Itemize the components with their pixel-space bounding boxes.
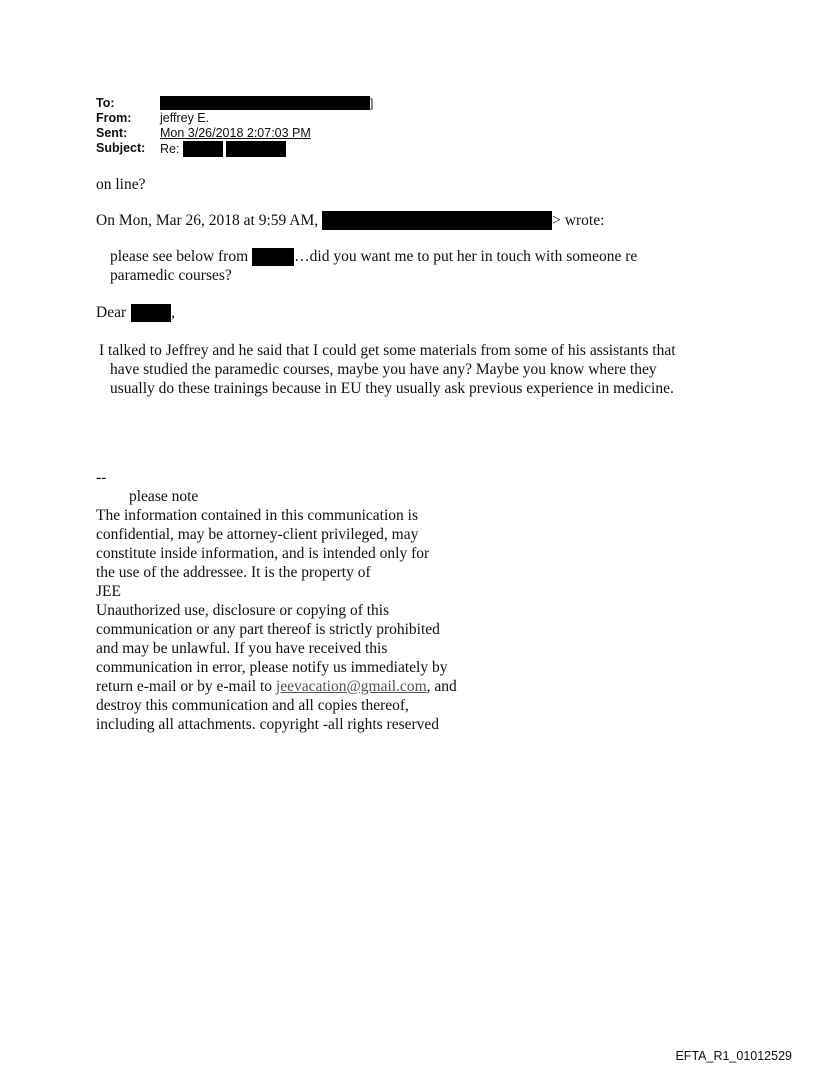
sent-label: Sent: bbox=[96, 126, 128, 140]
reply-text: on line? bbox=[96, 176, 146, 193]
disclaimer-line: Unauthorized use, disclosure or copying of this bbox=[96, 602, 390, 619]
sent-row bbox=[96, 126, 373, 141]
signature-block bbox=[96, 468, 496, 734]
disclaimer-line: destroy this communication and all copies thereof, bbox=[96, 697, 409, 714]
to-row bbox=[96, 96, 373, 111]
document-id: EFTA_R1_01012529 bbox=[675, 1049, 792, 1063]
message-line: I talked to Jeffrey and he said that I could get some materials from some of his assistants that bbox=[99, 342, 676, 359]
greeting-prefix: Dear bbox=[96, 304, 127, 321]
subject-row bbox=[96, 141, 373, 156]
from-row bbox=[96, 111, 373, 126]
forward-line1-suffix: …did you want me to put her in touch with someone re bbox=[294, 248, 638, 265]
disclaimer-line: the use of the addressee. It is the property of bbox=[96, 564, 371, 581]
forward-text bbox=[110, 247, 637, 285]
to-label: To: bbox=[96, 96, 115, 110]
redaction-box bbox=[322, 211, 552, 230]
email-line-prefix: return e-mail or by e-mail to bbox=[96, 678, 273, 695]
disclaimer-email-line bbox=[96, 677, 496, 696]
redaction-box bbox=[183, 141, 223, 157]
disclaimer-line: communication or any part thereof is strictly prohibited bbox=[96, 621, 440, 638]
quote-intro-prefix: On Mon, Mar 26, 2018 at 9:59 AM, bbox=[96, 212, 319, 229]
quote-intro-suffix: > wrote: bbox=[552, 212, 605, 229]
redaction-box bbox=[160, 96, 370, 110]
email-link[interactable]: jeevacation@gmail.com bbox=[275, 678, 427, 695]
disclaimer-line: confidential, may be attorney-client privileged, may bbox=[96, 526, 419, 543]
message-line: usually do these trainings because in EU they usually ask previous experience in medicine. bbox=[110, 380, 674, 397]
disclaimer-line: communication in error, please notify us immediately by bbox=[96, 659, 448, 676]
sent-value: Mon 3/26/2018 2:07:03 PM bbox=[160, 126, 311, 140]
from-value: jeffrey E. bbox=[160, 111, 210, 125]
redaction-box bbox=[226, 141, 286, 157]
disclaimer-line: constitute inside information, and is intended only for bbox=[96, 545, 430, 562]
subject-value bbox=[160, 141, 286, 157]
message-body bbox=[99, 341, 676, 398]
subject-label: Subject: bbox=[96, 141, 146, 155]
redaction-box bbox=[252, 248, 294, 266]
disclaimer-line: JEE bbox=[96, 583, 121, 600]
forward-line1-prefix: please see below from bbox=[110, 248, 249, 265]
email-header bbox=[96, 96, 373, 156]
email-line-suffix: , and bbox=[426, 678, 457, 695]
greeting bbox=[96, 303, 175, 322]
disclaimer-line: and may be unlawful. If you have received this bbox=[96, 640, 388, 657]
to-value: ] bbox=[160, 96, 373, 110]
disclaimer-line: including all attachments. copyright -all rights reserved bbox=[96, 716, 440, 733]
disclaimer-line: The information contained in this communication is bbox=[96, 507, 418, 524]
redaction-box bbox=[131, 304, 171, 322]
signature-separator: -- bbox=[96, 469, 107, 486]
quote-intro bbox=[96, 211, 604, 230]
signature-note: please note bbox=[129, 488, 199, 505]
from-label: From: bbox=[96, 111, 132, 125]
forward-line2: paramedic courses? bbox=[110, 267, 232, 284]
greeting-suffix: , bbox=[171, 304, 175, 321]
message-line: have studied the paramedic courses, maybe you have any? Maybe you know where they bbox=[110, 361, 657, 378]
subject-prefix: Re: bbox=[160, 142, 180, 156]
